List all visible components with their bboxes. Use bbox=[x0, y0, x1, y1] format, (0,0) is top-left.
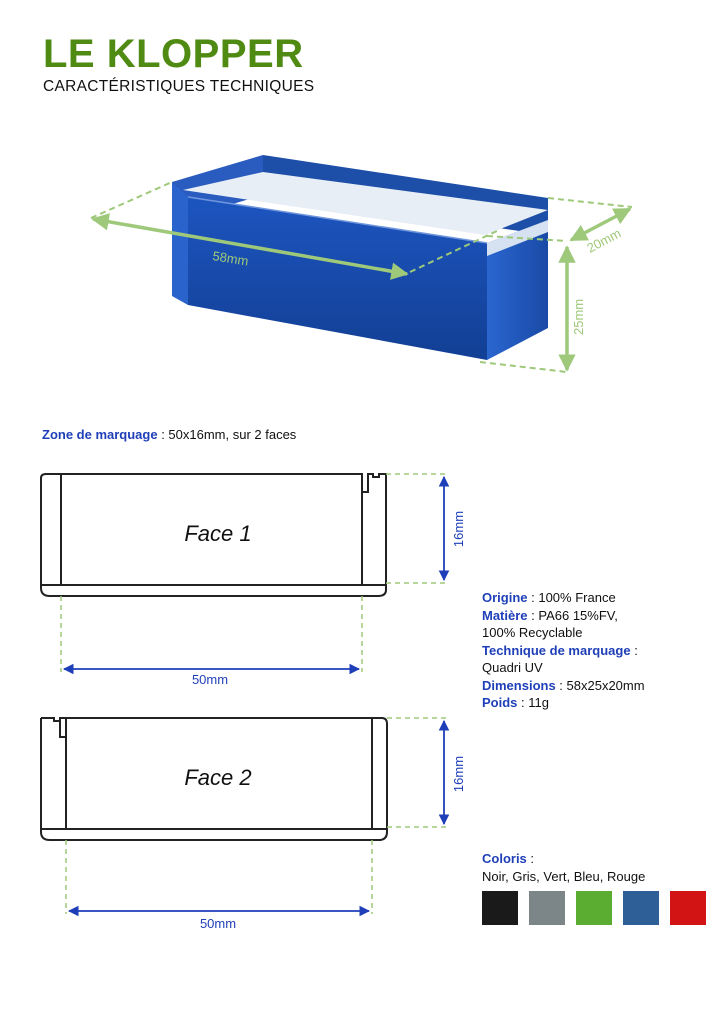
spec-poids bbox=[482, 694, 717, 712]
colors-sep: : bbox=[526, 851, 535, 866]
spec-poids-label: Poids bbox=[482, 695, 518, 710]
specs-block bbox=[482, 589, 717, 712]
spec-matiere bbox=[482, 607, 717, 625]
face-1-width-label: 50mm bbox=[191, 672, 229, 687]
spec-dimensions bbox=[482, 677, 717, 695]
spec-origine-label: Origine bbox=[482, 590, 528, 605]
colors-label: Coloris bbox=[482, 851, 527, 866]
spec-technique-sep: : bbox=[630, 642, 638, 658]
spec-technique bbox=[482, 642, 717, 660]
page-subtitle: CARACTÉRISTIQUES TECHNIQUES bbox=[43, 78, 315, 95]
spec-technique-label: Technique de marquage bbox=[482, 642, 631, 658]
swatch-vert bbox=[576, 891, 612, 925]
depth-dim-label: 20mm bbox=[584, 225, 624, 256]
swatch-rouge bbox=[670, 891, 706, 925]
height-dim-label: 25mm bbox=[571, 298, 586, 335]
swatch-bleu bbox=[623, 891, 659, 925]
face-2-height-label: 16mm bbox=[451, 755, 466, 793]
face-1-height-label: 16mm bbox=[451, 510, 466, 548]
colors-list: Noir, Gris, Vert, Bleu, Rouge bbox=[482, 868, 646, 884]
spec-technique-value: Quadri UV bbox=[482, 660, 543, 675]
face-1-dimensions bbox=[61, 474, 448, 672]
spec-poids-value: : 11g bbox=[517, 695, 549, 710]
spec-matiere-line2: 100% Recyclable bbox=[482, 625, 583, 640]
spec-dimensions-value: : 58x25x20mm bbox=[555, 677, 645, 693]
colors-block bbox=[482, 850, 717, 885]
face-2-dimensions bbox=[66, 718, 448, 914]
swatch-gris bbox=[529, 891, 565, 925]
spec-origine-value: : 100% France bbox=[527, 590, 616, 605]
face-1-label: Face 1 bbox=[184, 521, 252, 546]
marking-zone bbox=[42, 426, 296, 444]
colors-heading bbox=[482, 850, 717, 868]
spec-matiere-label: Matière bbox=[482, 607, 528, 623]
marking-zone-label: Zone de marquage bbox=[42, 427, 158, 442]
marking-zone-value: : 50x16mm, sur 2 faces bbox=[157, 427, 297, 442]
length-dim-label: 58mm bbox=[211, 248, 250, 269]
spec-dimensions-label: Dimensions bbox=[482, 677, 556, 693]
spec-matiere-value: : PA66 15%FV, bbox=[527, 607, 618, 623]
swatch-noir bbox=[482, 891, 518, 925]
face-2-label: Face 2 bbox=[184, 765, 252, 790]
spec-origine bbox=[482, 589, 717, 607]
face-2-width-label: 50mm bbox=[199, 916, 237, 931]
page-title: LE KLOPPER bbox=[43, 32, 304, 76]
color-swatches bbox=[482, 891, 706, 925]
